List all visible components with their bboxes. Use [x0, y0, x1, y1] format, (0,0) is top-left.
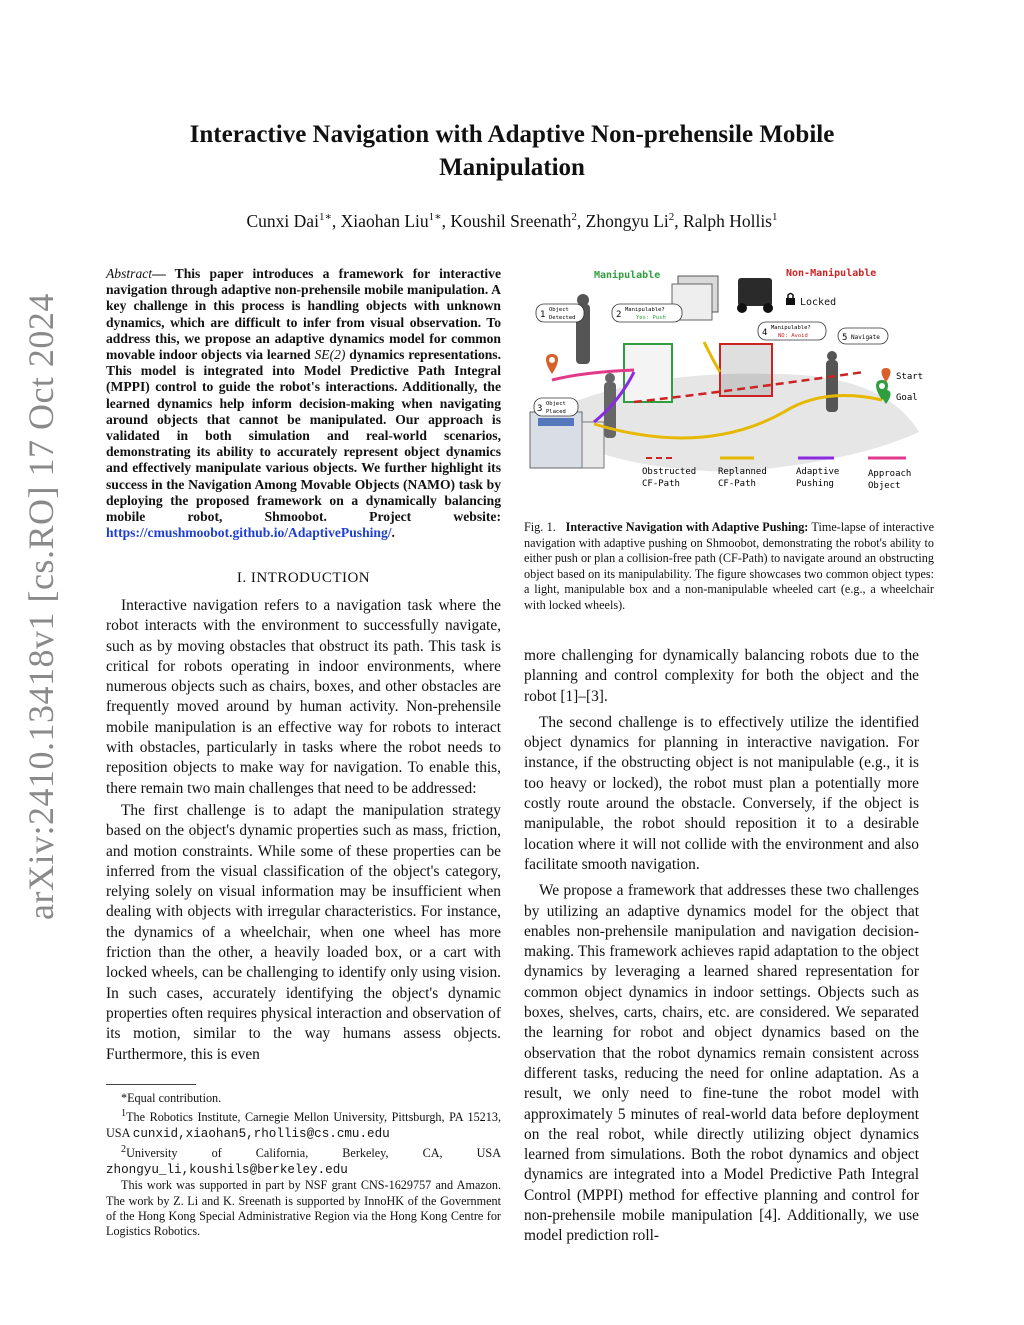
author-mark: 1∗: [428, 211, 442, 223]
author-mark: 1: [772, 211, 778, 223]
paragraph: Interactive navigation refers to a navigation task where the robot interacts with the environment to successfully navigate, such as by moving obstacles that obstruct its path. This task is critical for robots operating in indoor environments, where numerous objects such as chairs, boxes, and other obstacles are frequently moved around by human activity. Non-prehensile mobile manipulation is an effective way for robots to interact with obstacles, particularly in tasks where the robot needs to reposition objects to make way for navigation. To enable this, there remain two main challenges that need to be addressed:: [106, 597, 501, 797]
step-label: NO: Avoid: [778, 333, 808, 339]
intro-right-column: [524, 646, 919, 1247]
legend-label: Replanned: [718, 467, 767, 477]
project-website-link[interactable]: https://cmushmoobot.github.io/AdaptivePushing/: [106, 525, 392, 541]
start-pin-icon: [882, 368, 891, 382]
step-label: Manipulable?: [625, 307, 665, 313]
aff-text: University of California, Berkeley, CA, USA: [126, 1146, 501, 1161]
arxiv-sidebar: [20, 293, 61, 921]
footnote-rule: [106, 1084, 196, 1085]
label-manipulable: Manipulable: [594, 270, 661, 281]
step-label: Yes: Push: [636, 315, 666, 321]
caption-text: Time-lapse of interactive navigation with adaptive pushing on Shmoobot, demonstrating the robot's ability to either push or plan a collision-free path (CF-Path) to navigate around an obstructing object based on its manipulability. The figure showcases two common object types: a light, manipulable box and a non-manipulable wheeled cart (e.g., a wheelchair with locked wheels).: [524, 520, 934, 612]
aff-email: zhongyu_li,koushils@berkeley.edu: [106, 1162, 348, 1177]
cart-icon: [737, 278, 773, 313]
intro-left-column: [106, 596, 501, 1065]
abstract-label: Abstract: [106, 266, 153, 281]
paper-title: Interactive Navigation with Adaptive Non-prehensile Mobile Manipulation: [189, 121, 835, 181]
step-number: 5: [842, 333, 848, 343]
arxiv-id: arXiv:2410.13418v1 [cs.RO] 17 Oct 2024: [21, 293, 61, 920]
paragraph: more challenging for dynamically balancing robots due to the planning and control complexity for both the object and the robot [1]–[3].: [524, 647, 919, 705]
figure-1: [524, 262, 936, 506]
author-mark: 1∗: [318, 211, 332, 223]
paragraph: We propose a framework that addresses these two challenges by utilizing an adaptive dynamics model for the object that enables non-prehensile manipulation and navigation decision-making. This framework achieves rapid adaptation to the object dynamics by leveraging a learned shared representation for common object dynamics in indoor settings. Objects such as boxes, shelves, carts, chairs, etc. are considered. We separated the learning for robot and object dynamics based on the observation that the robot dynamics remain consistent across different tasks, reducing the need for online adaptation. As a result, we only need to fine-tune the robot model with approximately 5 minutes of real-world data before deployment on the real robot, while directly utilizing object dynamics learned from simulations. Both the robot dynamics and object dynamics are integrated into a Model Predictive Path Integral Control (MPPI) method for effective planning and control for non-prehensile mobile manipulation [4]. Additionally, we use model prediction roll-: [524, 882, 919, 1245]
paragraph: The second challenge is to effectively utilize the identified object dynamics for planning in interactive navigation. For instance, if the obstructing object is not manipulable (e.g., it is too heavy or locked), the robot must plan a potentially more costly route around the obstacle. Conversely, if the object is manipulable, the robot should reposition it to a desirable location where it will not collide with the environment and also facilitate smooth navigation.: [524, 713, 919, 873]
step-1-box: [536, 304, 584, 322]
abstract: [106, 266, 501, 541]
aff-mark: 1: [121, 1108, 127, 1120]
step-4-box: [758, 322, 826, 340]
approach-path: [552, 370, 634, 380]
legend-start: [882, 368, 924, 382]
step-number: 3: [537, 404, 543, 414]
figure-illustration: [524, 262, 936, 506]
non-manipulable-cart: [720, 344, 772, 396]
legend-goal: [882, 390, 918, 404]
step-label: Placed: [546, 409, 566, 415]
legend-label: CF-Path: [642, 479, 680, 489]
legend-label: CF-Path: [718, 479, 756, 489]
label-locked: Locked: [800, 297, 837, 308]
footnote-affiliation-1: [106, 1106, 501, 1142]
aff-mark: 2: [121, 1144, 127, 1156]
footnote-email-2: [106, 1162, 501, 1178]
legend-start-label: Start: [896, 372, 924, 382]
author-list: Cunxi Dai$^{1∗}$, Xiaohan Liu$^{1∗}$, Koushil Sreenath$^2$, Zhongyu Li$^2$, Ralph Hollis$^1$: [246, 210, 778, 231]
step-number: 4: [762, 328, 768, 338]
legend-label: Adaptive: [796, 467, 840, 477]
paragraph: The first challenge is to adapt the manipulation strategy based on the object's dynamic properties such as mass, friction, and motion constraints. While some of these properties can be inferred from the visual classification of the object's category, relying solely on visual information may be insufficient when dealing with objects with irregular characteristics. For instance, the dynamics of a wheelchair, when one wheel has more friction than the other, a heavily loaded box, or a cart with locked wheels, can be challenging to identify only using vision. In such cases, accurately identifying the object's dynamic properties often requires physical interaction and observation of its motion, similar to the way humans assess objects. Furthermore, this is even: [106, 801, 501, 1063]
legend-label: Object: [868, 481, 901, 491]
aff-text: The Robotics Institute, Carnegie Mellon University, Pittsburgh, PA 15213, USA: [106, 1110, 501, 1140]
legend-goal-label: Goal: [896, 393, 918, 403]
lock-icon: [786, 294, 795, 306]
caption-label: Fig. 1.: [524, 520, 556, 534]
start-pin-icon: [546, 354, 558, 374]
abstract-end: .: [391, 525, 395, 541]
legend-label: Pushing: [796, 479, 834, 489]
step-number: 1: [540, 310, 546, 320]
legend-approach: [868, 458, 911, 491]
author-name: Zhongyu Li: [585, 210, 669, 231]
author-name: Cunxi Dai: [246, 210, 319, 231]
label-non-manipulable: Non-Manipulable: [786, 268, 877, 279]
footnotes: [106, 1091, 501, 1240]
step-2-box: [612, 304, 682, 322]
author-mark: 2: [668, 211, 675, 223]
abstract-text-cont: dynamics representations. This model is integrated into Model Predictive Path Integral (MPPI) control to guide the robot's interactions. Additionally, the learned dynamics help inform decision-making when navigating around objects that cannot be manipulated. Our approach is validated in both simulation and real-world scenarios, demonstrating its ability to accurately represent object dynamics and effectively manipulate various objects. We further highlight its success in the Navigation Among Movable Objects (NAMO) task by deploying the proposed framework on a dynamically balancing mobile robot, Shmoobot. Project website:: [106, 347, 501, 525]
step-label: Manipulable?: [771, 325, 811, 331]
footnote-equal: *Equal contribution.: [121, 1091, 222, 1105]
replanned-path-segment: [704, 342, 720, 372]
legend-label: Approach: [868, 469, 912, 479]
author-name: Xiaohan Liu: [340, 210, 429, 231]
section-heading: I. INTRODUCTION: [236, 570, 371, 586]
robot-icon: [826, 351, 838, 412]
step-3-box: [534, 398, 578, 416]
abstract-math: SE(2): [314, 347, 346, 363]
footnote-affiliation-2: [106, 1142, 501, 1161]
step-5-box: [838, 328, 888, 344]
manipulable-box: [624, 344, 672, 402]
figure-caption: [524, 520, 934, 614]
author-name: Koushil Sreenath: [450, 210, 572, 231]
author-name: Ralph Hollis: [683, 210, 772, 231]
footnote-funding: This work was supported in part by NSF grant CNS-1629757 and Amazon. The work by Z. Li and K. Sreenath is supported by InnoHK of the Government of the Hong Kong Special Administrative Region via the Hong Kong Centre for Logistics Robotics.: [106, 1178, 501, 1239]
author-mark: 2: [571, 211, 577, 223]
step-label: Object: [549, 307, 569, 313]
step-number: 2: [616, 310, 622, 320]
step-label: Detected: [549, 315, 576, 321]
step-label: Object: [546, 401, 566, 407]
aff-email: cunxid,xiaohan5,rhollis@cs.cmu.edu: [132, 1126, 390, 1141]
abstract-text: — This paper introduces a framework for interactive navigation through adaptive non-prehensile mobile manipulation. A key challenge in this process is handling objects with unknown dynamics, which are difficult to infer from visual observation. To address this, we propose an adaptive dynamics model for common movable indoor objects via learned: [106, 266, 501, 363]
caption-title: Interactive Navigation with Adaptive Pushing:: [565, 520, 809, 534]
step-label: Navigate: [851, 334, 880, 341]
legend-label: Obstructed: [642, 467, 697, 477]
